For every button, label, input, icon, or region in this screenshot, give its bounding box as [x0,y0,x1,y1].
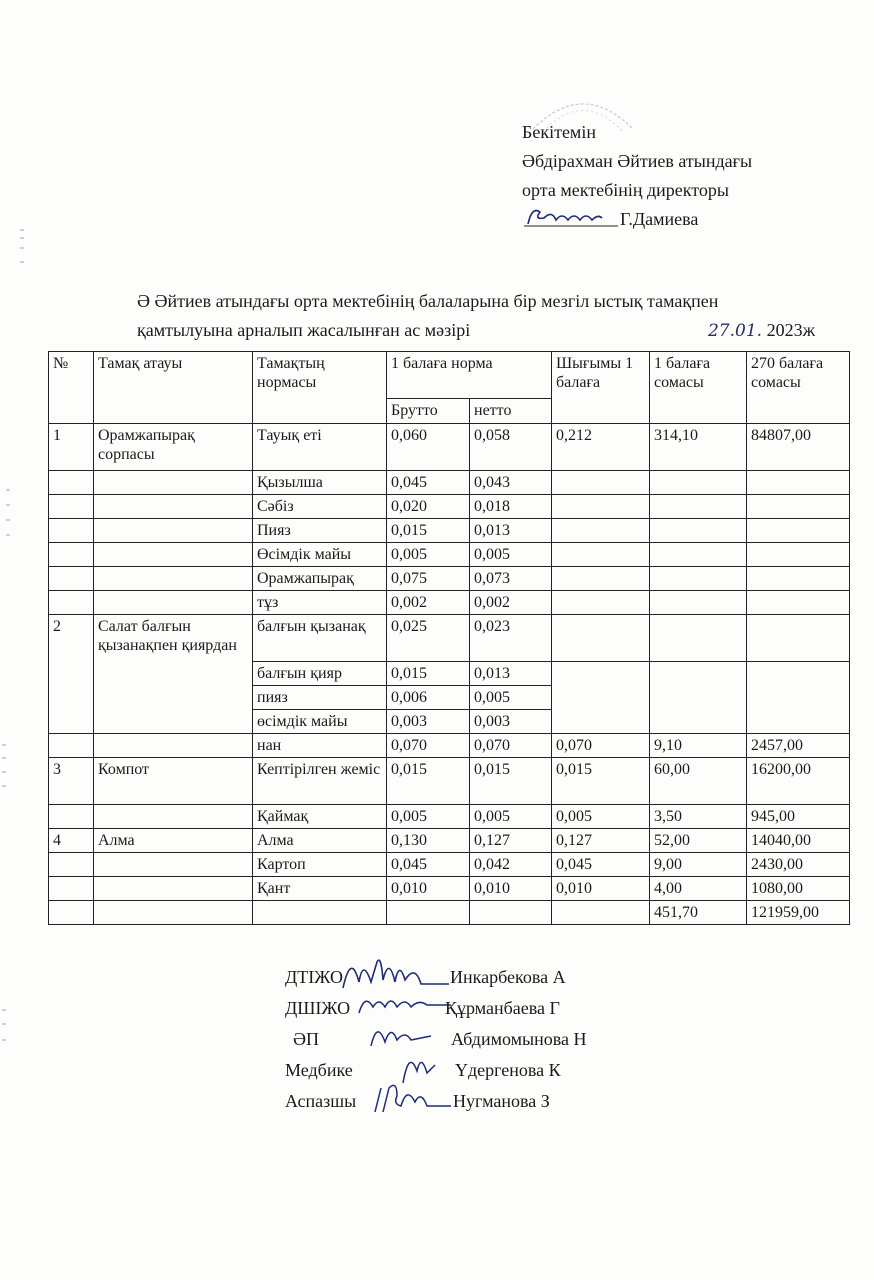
table-row [49,543,850,567]
signature-name: Абдимомынова Н [451,1029,587,1049]
cell-item: Картоп [253,853,387,877]
cell-netto: 0,013 [470,662,552,686]
cell-brutto: 0,002 [387,591,470,615]
header-dish: Тамақ атауы [94,352,253,424]
table-row [49,424,850,471]
signature-name: Нугманова З [453,1091,550,1111]
menu-title-line1: Ә Әйтиев атындағы орта мектебінің балаларына бір мезгіл ыстық тамақпен [137,291,719,311]
cell-brutto: 0,015 [387,519,470,543]
cell-output: 0,010 [552,877,650,901]
handwritten-signature [371,1076,455,1122]
cell-dish: Салат балғын қызанақпен қиярдан [94,615,253,734]
cell-brutto: 0,006 [387,686,470,710]
cell-cost: 4,00 [650,877,747,901]
table-row [49,591,850,615]
header-cost-270: 270 балаға сомасы [747,352,850,424]
table-row [49,567,850,591]
approval-school: Әбдірахман Әйтиев атындағы [522,151,753,171]
cell-item: Өсімдік майы [253,543,387,567]
signature-role: ДШІЖО [285,998,351,1018]
cell-brutto: 0,003 [387,710,470,734]
cell-brutto: 0,075 [387,567,470,591]
cell-total: 14040,00 [747,829,850,853]
table-row [49,471,850,495]
total-cost-270: 121959,00 [747,901,850,925]
table-row [49,877,850,901]
cell-brutto: 0,070 [387,734,470,758]
cell-brutto: 0,015 [387,662,470,686]
cell-netto: 0,127 [470,829,552,853]
cell-netto: 0,043 [470,471,552,495]
menu-date [708,316,815,346]
cell-no: 2 [49,615,94,734]
table-row [49,829,850,853]
cell-cost: 52,00 [650,829,747,853]
cell-netto: 0,003 [470,710,552,734]
cell-brutto: 0,045 [387,471,470,495]
signature-role: ӘП [293,1029,319,1049]
cell-total: 16200,00 [747,758,850,805]
cell-cost: 60,00 [650,758,747,805]
cell-item: Тауық еті [253,424,387,471]
header-netto: нетто [470,399,552,424]
menu-date-year: 2023ж [766,320,815,340]
cell-output: 0,212 [552,424,650,471]
cell-item: Кептірілген жеміс [253,758,387,805]
approval-signature-line [522,205,752,234]
cell-netto: 0,010 [470,877,552,901]
cell-total: 2430,00 [747,853,850,877]
signature-name: Инкарбекова А [450,967,566,987]
cell-item: Қаймақ [253,805,387,829]
header-norm: Тамақтың нормасы [253,352,387,424]
menu-title-line2: қамтылуына арналып жасалынған ас мәзірі [137,320,471,340]
cell-netto: 0,073 [470,567,552,591]
table-row [49,758,850,805]
cell-no: 3 [49,758,94,805]
cell-netto: 0,023 [470,615,552,662]
header-per-child-norm: 1 балаға норма [387,352,552,399]
cell-item: Пияз [253,519,387,543]
cell-item: балғын қияр [253,662,387,686]
cell-cost: 9,10 [650,734,747,758]
cell-brutto: 0,045 [387,853,470,877]
cell-dish: Орамжапырақ сорпасы [94,424,253,471]
cell-total: 945,00 [747,805,850,829]
table-row [49,615,850,662]
cell-netto: 0,042 [470,853,552,877]
cell-netto: 0,005 [470,805,552,829]
cell-item: Қызылша [253,471,387,495]
cell-cost: 314,10 [650,424,747,471]
cell-output: 0,045 [552,853,650,877]
cell-netto: 0,002 [470,591,552,615]
cell-output: 0,015 [552,758,650,805]
cell-item: Орамжапырақ [253,567,387,591]
cell-brutto: 0,025 [387,615,470,662]
cell-brutto: 0,015 [387,758,470,805]
cell-dish: Алма [94,829,253,853]
total-cost-one: 451,70 [650,901,747,925]
table-row [49,734,850,758]
cell-brutto: 0,005 [387,543,470,567]
cell-item: Қант [253,877,387,901]
cell-netto: 0,015 [470,758,552,805]
director-name: Г.Дамиева [620,209,699,229]
menu-date-handwritten: 27.01. [707,321,763,341]
cell-item: балғын қызанақ [253,615,387,662]
approval-block [522,118,752,234]
table-row [49,495,850,519]
cell-item: нан [253,734,387,758]
cell-brutto: 0,130 [387,829,470,853]
cell-no: 4 [49,829,94,853]
cell-netto: 0,005 [470,543,552,567]
cell-item: пияз [253,686,387,710]
cell-cost: 3,50 [650,805,747,829]
approval-heading: Бекітемін [522,122,596,142]
cell-total: 1080,00 [747,877,850,901]
cell-netto: 0,058 [470,424,552,471]
cell-netto: 0,005 [470,686,552,710]
header-cost-one: 1 балаға сомасы [650,352,747,424]
cell-no: 1 [49,424,94,471]
scan-edge-marks [0,0,24,1280]
header-output: Шығымы 1 балаға [552,352,650,424]
director-signature [522,208,620,234]
signature-role: Аспазшы [285,1091,357,1111]
menu-title [137,287,817,345]
signature-name: Құрманбаева Г [445,998,560,1018]
signature-name: Үдергенова К [455,1060,561,1080]
menu-table [48,351,850,925]
totals-row [49,901,850,925]
cell-output: 0,127 [552,829,650,853]
approval-position: орта мектебінің директоры [522,180,730,200]
signature-role: Медбике [285,1060,353,1080]
cell-item: Сәбіз [253,495,387,519]
cell-total: 2457,00 [747,734,850,758]
header-brutto: Брутто [387,399,470,424]
cell-output: 0,005 [552,805,650,829]
cell-cost: 9,00 [650,853,747,877]
cell-dish: Компот [94,758,253,805]
table-row [49,805,850,829]
cell-netto: 0,018 [470,495,552,519]
cell-brutto: 0,020 [387,495,470,519]
cell-output: 0,070 [552,734,650,758]
cell-netto: 0,070 [470,734,552,758]
cell-brutto: 0,060 [387,424,470,471]
cell-brutto: 0,005 [387,805,470,829]
cell-brutto: 0,010 [387,877,470,901]
cell-item: тұз [253,591,387,615]
cell-total: 84807,00 [747,424,850,471]
cell-item: Алма [253,829,387,853]
signature-role: ДТІЖО [285,967,343,987]
table-row [49,519,850,543]
cell-netto: 0,013 [470,519,552,543]
table-row [49,853,850,877]
cell-item: өсімдік майы [253,710,387,734]
header-no: № [49,352,94,424]
